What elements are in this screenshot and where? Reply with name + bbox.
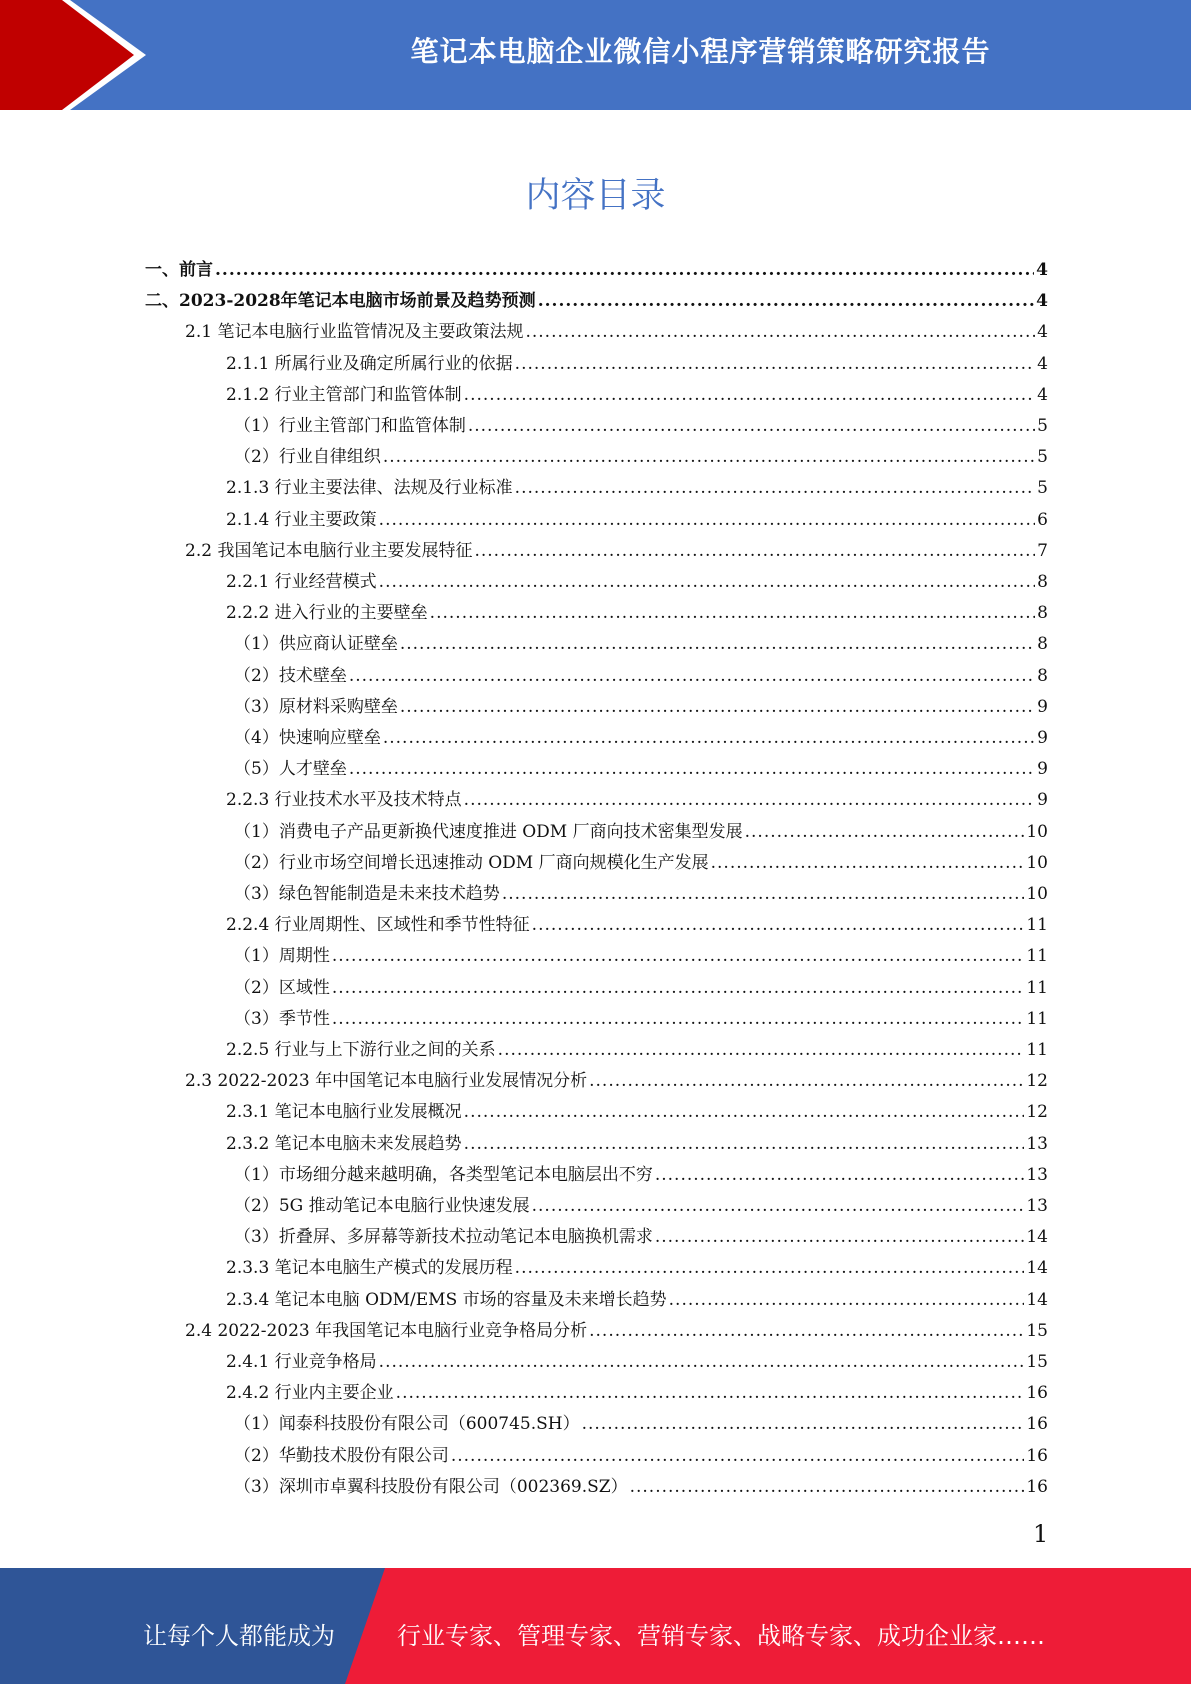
toc-entry-label: 2.4 2022-2023 年我国笔记本电脑行业竞争格局分析 bbox=[185, 1320, 588, 1341]
toc-entry-label: （1）供应商认证壁垒 bbox=[234, 634, 398, 655]
toc-entry-label: （1）闻泰科技股份有限公司（600745.SH） bbox=[234, 1414, 580, 1435]
dot-leader bbox=[589, 1071, 1024, 1091]
toc-entry[interactable] bbox=[226, 598, 1048, 629]
toc-entry-label: （1）消费电子产品更新换代速度推进 ODM 厂商向技术密集型发展 bbox=[234, 821, 743, 842]
toc-entry-label: 2.2.4 行业周期性、区域性和季节性特征 bbox=[226, 915, 530, 936]
dot-leader bbox=[589, 1321, 1024, 1341]
toc-entry-label: （2）区域性 bbox=[234, 977, 330, 998]
toc-entry-page: 4 bbox=[1036, 260, 1048, 280]
dot-leader bbox=[430, 603, 1036, 623]
toc-entry-page: 14 bbox=[1026, 1289, 1048, 1310]
toc-entry[interactable] bbox=[234, 411, 1048, 442]
toc-entry[interactable] bbox=[234, 629, 1048, 660]
dot-leader bbox=[451, 1446, 1025, 1466]
toc-entry-label: （1）市场细分越来越明确，各类型笔记本电脑层出不穷 bbox=[234, 1164, 653, 1185]
toc-entry-label: 2.3.3 笔记本电脑生产模式的发展历程 bbox=[226, 1258, 513, 1279]
toc-entry-label: 2.2 我国笔记本电脑行业主要发展特征 bbox=[185, 540, 473, 561]
toc-entry-page: 15 bbox=[1026, 1352, 1048, 1372]
toc-entry[interactable] bbox=[185, 317, 1048, 348]
toc-entry-label: 2.1 笔记本电脑行业监管情况及主要政策法规 bbox=[185, 322, 524, 343]
dot-leader bbox=[349, 666, 1035, 686]
toc-entry[interactable] bbox=[234, 1004, 1048, 1035]
dot-leader bbox=[525, 322, 1035, 342]
dot-leader bbox=[515, 354, 1036, 374]
dot-leader bbox=[464, 790, 1036, 810]
toc-entry[interactable] bbox=[234, 973, 1048, 1004]
dot-leader bbox=[400, 697, 1035, 717]
toc-entry[interactable] bbox=[226, 1129, 1048, 1160]
toc-entry-label: （3）深圳市卓翼科技股份有限公司（002369.SZ） bbox=[234, 1476, 628, 1497]
toc-entry-page: 16 bbox=[1026, 1414, 1048, 1435]
toc-entry-label: （2）华勤技术股份有限公司 bbox=[234, 1445, 449, 1466]
toc-entry-label: （1）周期性 bbox=[234, 946, 330, 967]
toc-entry-page: 14 bbox=[1026, 1258, 1048, 1279]
dot-leader bbox=[515, 1258, 1025, 1278]
toc-entry[interactable] bbox=[226, 1253, 1048, 1284]
toc-entry-page: 8 bbox=[1037, 634, 1048, 655]
dot-leader bbox=[215, 260, 1034, 280]
toc-entry-page: 13 bbox=[1026, 1196, 1048, 1216]
toc-entry-label: 2.4.1 行业竞争格局 bbox=[226, 1352, 377, 1372]
toc-entry[interactable] bbox=[185, 536, 1048, 567]
toc-entry-label: 2.3.2 笔记本电脑未来发展趋势 bbox=[226, 1133, 462, 1154]
dot-leader bbox=[745, 822, 1025, 842]
toc-entry[interactable] bbox=[226, 505, 1048, 536]
dot-leader bbox=[349, 759, 1035, 779]
toc-entry-page: 4 bbox=[1037, 384, 1048, 405]
page-number: 1 bbox=[1033, 1520, 1049, 1548]
footer-slogan-right: 行业专家、管理专家、营销专家、战略专家、成功企业家…… bbox=[397, 1622, 1045, 1650]
toc-entry[interactable] bbox=[226, 380, 1048, 411]
dot-leader bbox=[379, 1352, 1025, 1372]
toc-entry-label: 2.1.2 行业主管部门和监管体制 bbox=[226, 384, 462, 405]
toc-entry[interactable] bbox=[234, 817, 1048, 848]
toc-entry-label: （1）行业主管部门和监管体制 bbox=[234, 416, 466, 436]
toc-entry[interactable] bbox=[226, 473, 1048, 504]
dot-leader bbox=[383, 447, 1035, 467]
toc-entry[interactable] bbox=[226, 1285, 1048, 1316]
toc-entry-page: 13 bbox=[1026, 1164, 1048, 1185]
toc-entry-page: 9 bbox=[1037, 759, 1048, 780]
toc-entry-page: 10 bbox=[1026, 884, 1048, 904]
toc-entry-page: 8 bbox=[1037, 572, 1048, 592]
toc-entry-label: 2.2.2 进入行业的主要壁垒 bbox=[226, 603, 428, 624]
toc-entry[interactable] bbox=[226, 1347, 1048, 1378]
toc-entry[interactable] bbox=[185, 1066, 1048, 1097]
toc-entry-page: 9 bbox=[1037, 790, 1048, 811]
toc-entry[interactable] bbox=[234, 692, 1048, 723]
toc-entry-label: （3）季节性 bbox=[234, 1008, 330, 1029]
toc-entry[interactable] bbox=[234, 1441, 1048, 1472]
footer-slogan-left: 让每个人都能成为 bbox=[143, 1622, 335, 1650]
toc-entry-label: （4）快速响应壁垒 bbox=[234, 728, 381, 748]
toc-entry[interactable] bbox=[226, 349, 1048, 380]
toc-entry-page: 9 bbox=[1037, 728, 1048, 748]
toc-entry-page: 7 bbox=[1037, 540, 1048, 561]
toc-entry-label: （3）折叠屏、多屏幕等新技术拉动笔记本电脑换机需求 bbox=[234, 1227, 653, 1248]
dot-leader bbox=[502, 884, 1025, 904]
toc-entry-page: 4 bbox=[1037, 322, 1048, 343]
report-header bbox=[0, 0, 1191, 110]
toc-entry-page: 10 bbox=[1026, 821, 1048, 842]
dot-leader bbox=[498, 1040, 1025, 1060]
dot-leader bbox=[474, 541, 1035, 561]
toc-entry-label: （3）绿色智能制造是未来技术趋势 bbox=[234, 884, 500, 904]
toc-entry-page: 5 bbox=[1037, 416, 1048, 436]
dot-leader bbox=[332, 978, 1025, 998]
toc-entry-label: 2.3 2022-2023 年中国笔记本电脑行业发展情况分析 bbox=[185, 1071, 588, 1092]
dot-leader bbox=[379, 510, 1036, 530]
toc-entry-label: 2.2.1 行业经营模式 bbox=[226, 572, 377, 592]
report-title: 笔记本电脑企业微信小程序营销策略研究报告 bbox=[410, 35, 991, 68]
toc-entry[interactable] bbox=[234, 848, 1048, 879]
toc-entry[interactable] bbox=[226, 785, 1048, 816]
toc-entry-page: 15 bbox=[1026, 1320, 1048, 1341]
dot-leader bbox=[400, 634, 1035, 654]
toc-entry[interactable] bbox=[145, 255, 1048, 286]
toc-entry-label: 一、前言 bbox=[145, 260, 213, 280]
toc-entry-label: 2.2.3 行业技术水平及技术特点 bbox=[226, 790, 462, 811]
dot-leader bbox=[711, 853, 1025, 873]
toc-entry[interactable] bbox=[226, 567, 1048, 598]
toc-entry-label: （3）原材料采购壁垒 bbox=[234, 696, 398, 717]
toc-entry[interactable] bbox=[185, 1316, 1048, 1347]
toc-entry[interactable] bbox=[226, 1097, 1048, 1128]
dot-leader bbox=[655, 1227, 1025, 1247]
toc-entry[interactable] bbox=[234, 1191, 1048, 1222]
toc-entry[interactable] bbox=[234, 723, 1048, 754]
toc-entry[interactable] bbox=[234, 941, 1048, 972]
toc-entry-label: 2.1.3 行业主要法律、法规及行业标准 bbox=[226, 478, 513, 499]
toc-entry-label: （2）5G 推动笔记本电脑行业快速发展 bbox=[234, 1196, 530, 1216]
toc-entry-label: （2）技术壁垒 bbox=[234, 665, 347, 686]
toc-entry-label: （2）行业自律组织 bbox=[234, 447, 381, 468]
toc-entry[interactable] bbox=[226, 1378, 1048, 1409]
toc-entry-page: 8 bbox=[1037, 603, 1048, 624]
toc-entry-page: 11 bbox=[1026, 977, 1048, 998]
toc-entry[interactable] bbox=[234, 661, 1048, 692]
toc-entry-label: 2.3.4 笔记本电脑 ODM/EMS 市场的容量及未来增长趋势 bbox=[226, 1289, 667, 1310]
dot-leader bbox=[464, 385, 1036, 405]
toc-entry-page: 4 bbox=[1036, 291, 1048, 312]
dot-leader bbox=[396, 1383, 1025, 1403]
dot-leader bbox=[468, 416, 1035, 436]
dot-leader bbox=[383, 728, 1035, 748]
toc-entry[interactable] bbox=[234, 879, 1048, 910]
toc-entry[interactable] bbox=[234, 1160, 1048, 1191]
toc-entry-page: 14 bbox=[1026, 1227, 1048, 1248]
toc-entry-page: 11 bbox=[1026, 1008, 1048, 1029]
toc-entry-page: 5 bbox=[1037, 447, 1048, 468]
toc-entry-label: 2.1.1 所属行业及确定所属行业的依据 bbox=[226, 353, 513, 374]
dot-leader bbox=[538, 291, 1034, 311]
toc-entry-page: 16 bbox=[1026, 1445, 1048, 1466]
toc-entry[interactable] bbox=[234, 1409, 1048, 1440]
dot-leader bbox=[379, 572, 1036, 592]
dot-leader bbox=[532, 915, 1025, 935]
toc-entry[interactable] bbox=[234, 1472, 1048, 1503]
toc-entry-page: 12 bbox=[1026, 1102, 1048, 1123]
toc-entry[interactable] bbox=[226, 1035, 1048, 1066]
toc-entry[interactable] bbox=[226, 910, 1048, 941]
toc-entry-label: 2.4.2 行业内主要企业 bbox=[226, 1383, 394, 1404]
toc-entry-page: 8 bbox=[1037, 665, 1048, 686]
toc-entry-label: 2.2.5 行业与上下游行业之间的关系 bbox=[226, 1040, 496, 1060]
toc-entry-page: 5 bbox=[1037, 478, 1048, 499]
dot-leader bbox=[582, 1414, 1025, 1434]
dot-leader bbox=[532, 1196, 1025, 1216]
footer-banner bbox=[0, 1568, 1191, 1684]
toc-entry-page: 16 bbox=[1026, 1383, 1048, 1404]
toc-entry-page: 11 bbox=[1026, 946, 1048, 967]
toc-entry-label: （5）人才壁垒 bbox=[234, 759, 347, 780]
toc-entry-label: 2.1.4 行业主要政策 bbox=[226, 509, 377, 530]
toc-entry[interactable] bbox=[234, 442, 1048, 473]
toc-entry-label: 二、2023-2028年笔记本电脑市场前景及趋势预测 bbox=[145, 291, 536, 312]
toc-entry-label: （2）行业市场空间增长迅速推动 ODM 厂商向规模化生产发展 bbox=[234, 852, 709, 873]
toc-entry-page: 6 bbox=[1037, 509, 1048, 530]
dot-leader bbox=[655, 1165, 1025, 1185]
toc-entry-label: 2.3.1 笔记本电脑行业发展概况 bbox=[226, 1102, 462, 1123]
toc-entry-page: 13 bbox=[1026, 1133, 1048, 1154]
dot-leader bbox=[332, 946, 1025, 966]
toc-entry[interactable] bbox=[234, 754, 1048, 785]
toc-entry-page: 11 bbox=[1026, 915, 1048, 936]
toc-entry-page: 9 bbox=[1037, 696, 1048, 717]
dot-leader bbox=[669, 1290, 1025, 1310]
header-chevron-decoration bbox=[0, 0, 150, 110]
toc-entry-page: 12 bbox=[1026, 1071, 1048, 1092]
toc-entry-page: 4 bbox=[1037, 353, 1048, 374]
toc-entry[interactable] bbox=[234, 1222, 1048, 1253]
toc-entry-page: 10 bbox=[1026, 852, 1048, 873]
dot-leader bbox=[630, 1477, 1025, 1497]
dot-leader bbox=[464, 1102, 1025, 1122]
dot-leader bbox=[464, 1134, 1025, 1154]
toc-entry-page: 11 bbox=[1026, 1040, 1048, 1060]
dot-leader bbox=[332, 1009, 1025, 1029]
toc-entry[interactable] bbox=[145, 286, 1048, 317]
dot-leader bbox=[515, 478, 1036, 498]
toc-entry-page: 16 bbox=[1026, 1476, 1048, 1497]
toc-heading: 内容目录 bbox=[525, 176, 666, 216]
